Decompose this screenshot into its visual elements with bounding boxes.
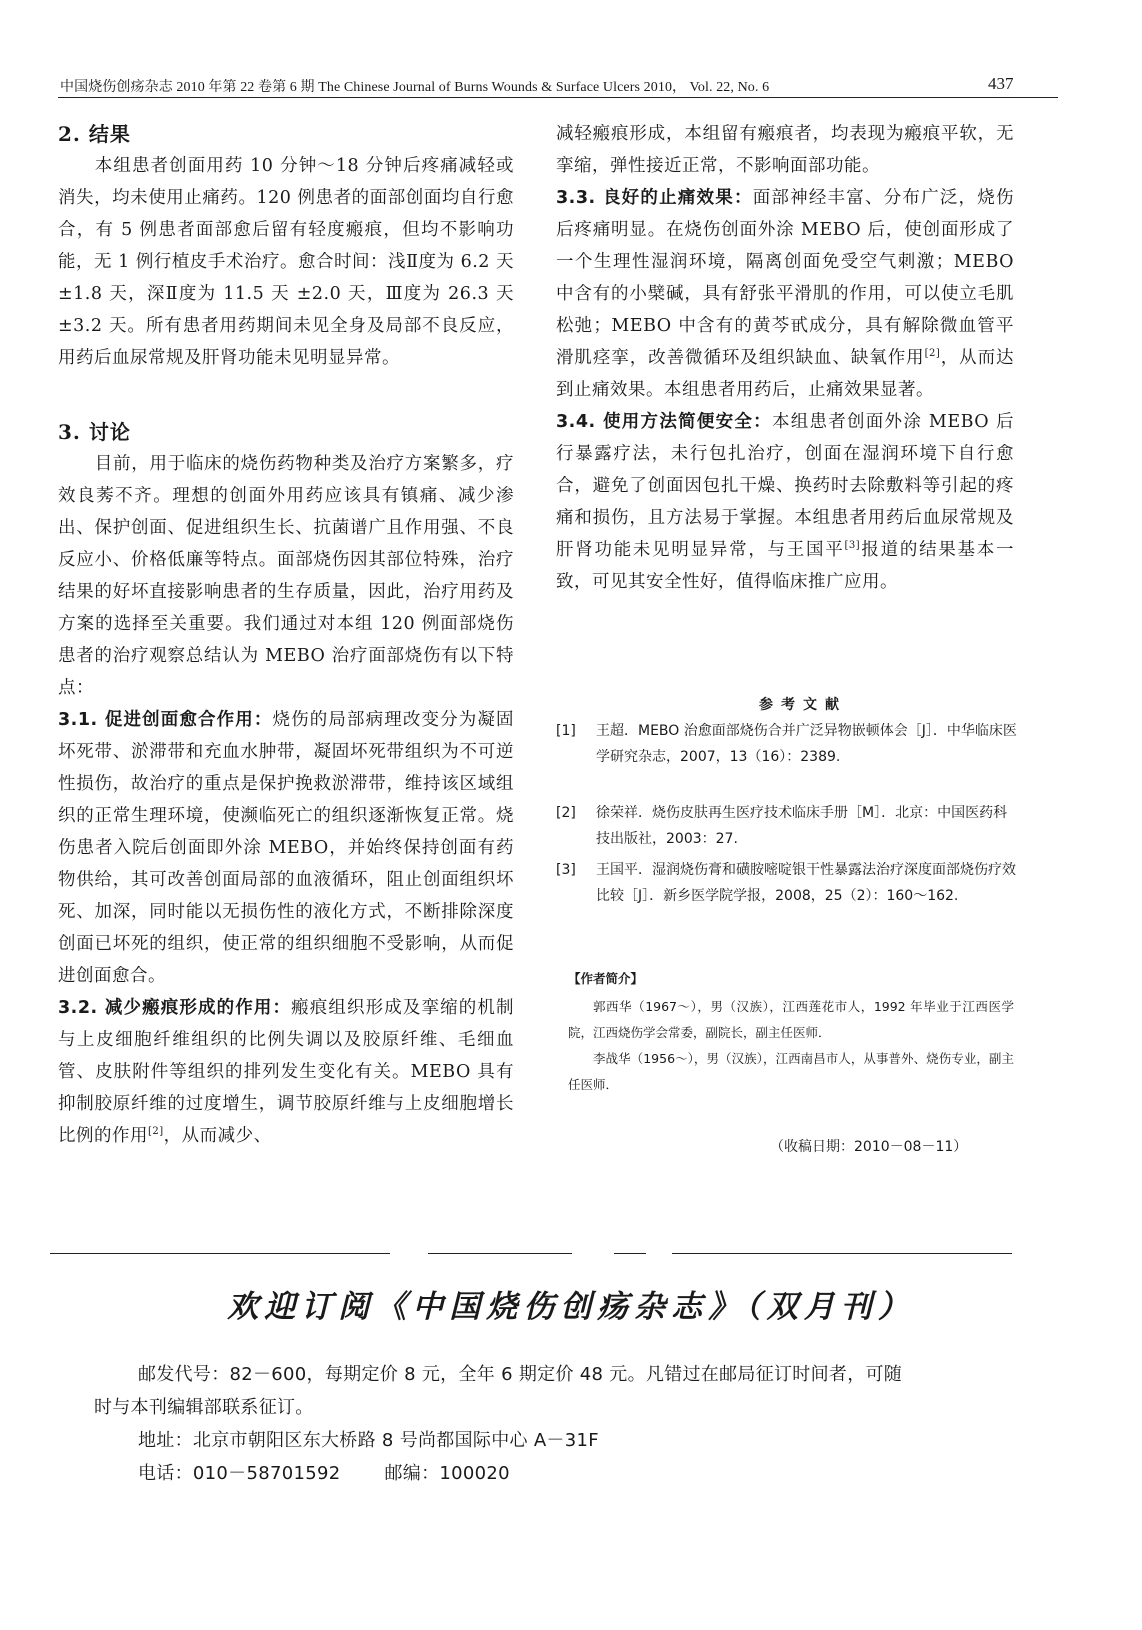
separator-line bbox=[614, 1253, 646, 1254]
subsection-3-1 bbox=[58, 704, 514, 992]
subsection-3-2-text: 瘢痕组织形成及挛缩的机制与上皮细胞纤维组织的比例失调以及胶原纤维、毛细血管、皮肤附件等组织的排列发生变化有关。MEBO 具有抑制胶原纤维的过度增生，调节胶原纤维与上皮细胞增长比例的作用 bbox=[58, 998, 514, 1146]
results-paragraph: 本组患者创面用药 10 分钟～18 分钟后疼痛减轻或消失，均未使用止痛药。120 例患者的面部创面均自行愈合，有 5 例患者面部愈后留有轻度瘢痕，但均不影响功能，无 1 例行植皮手术治疗。愈合时间：浅Ⅱ度为 6.2 天 ±1.8 天，深Ⅱ度为 11.5 天 ±2.0 天，Ⅲ度为 26.3 天 ±3.2 天。所有患者用药期间未见全身及局部不良反应，用药后血尿常规及肝肾功能未见明显异常。 bbox=[58, 156, 514, 368]
subsection-3-2 bbox=[58, 992, 514, 1152]
subsection-3-4-tail: 报道的结果基本一致，可见其安全性好，值得临床推广应用。 bbox=[556, 540, 1015, 592]
subsection-3-3-heading: 3.3. 良好的止痛效果： bbox=[556, 188, 753, 208]
running-header: 中国烧伤创疡杂志 2010 年第 22 卷第 6 期 The Chinese Journal of Burns Wounds & Surface Ulcers 2010， Vol. 22, No. 6 bbox=[60, 80, 770, 95]
right-column bbox=[556, 118, 1014, 598]
subsection-3-3-text: 面部神经丰富、分布广泛，烧伤后疼痛明显。在烧伤创面外涂 MEBO 后，使创面形成了一个生理性湿润环境，隔离创面免受空气刺激；MEBO 中含有的小檗碱，具有舒张平滑肌的作用，可以使立毛肌松弛；MEBO 中含有的黄芩甙成分，具有解除微血管平滑肌痉挛，改善微循环及组织缺血、缺氧作用 bbox=[556, 188, 1014, 368]
subsection-3-3-tail: ，从而达到止痛效果。本组患者用药后，止痛效果显著。 bbox=[556, 348, 1015, 400]
separator-line bbox=[428, 1253, 572, 1254]
author-bio-1: 郭西华（1967～），男（汉族），江西莲花市人，1992 年毕业于江西医学院，江西烧伤学会常委，副院长，副主任医师． bbox=[568, 999, 1014, 1040]
author-bio-2: 李战华（1956～），男（汉族），江西南昌市人，从事普外、烧伤专业，副主任医师． bbox=[568, 1051, 1014, 1092]
continued-paragraph: 减轻瘢痕形成，本组留有瘢痕者，均表现为瘢痕平软，无挛缩，弹性接近正常，不影响面部功能。 bbox=[556, 124, 1014, 176]
subsection-3-4-text: 本组患者创面外涂 MEBO 后行暴露疗法，未行包扎治疗，创面在湿润环境下自行愈合，避免了创面因包扎干燥、换药时去除敷料等引起的疼痛和损伤，且方法易于掌握。本组患者用药后血尿常规及肝肾功能未见明显异常，与王国平 bbox=[556, 412, 1014, 560]
author-heading: 【作者简介】 bbox=[568, 971, 644, 986]
subsection-3-1-text: 烧伤的局部病理改变分为凝固坏死带、淤滞带和充血水肿带，凝固坏死带组织为不可逆性损伤，故治疗的重点是保护挽救淤滞带，维持该区域组织的正常生理环境，使濒临死亡的组织逐渐恢复正常。烧伤患者入院后创面即外涂 MEBO，并始终保持创面有药物供给，其可改善创面局部的血液循环，阻止创面组织坏死、加深，同时能以无损伤性的液化方式，不断排除深度创面已坏死的组织，使正常的组织细胞不受影响，从而促进创面愈合。 bbox=[58, 710, 514, 986]
citation-ref: [2] bbox=[148, 1126, 164, 1138]
section-2-title: 2. 结果 bbox=[58, 122, 131, 146]
subscription-line-1: 邮发代号：82－600，每期定价 8 元，全年 6 期定价 48 元。凡错过在邮局征订时间者，可随 bbox=[138, 1364, 903, 1385]
subscription-title: 欢迎订阅《中国烧伤创疡杂志》（双月刊） bbox=[227, 1289, 915, 1325]
subscription-address: 地址：北京市朝阳区东大桥路 8 号尚都国际中心 A－31F bbox=[138, 1430, 599, 1451]
reference-text: 王超．MEBO 治愈面部烧伤合并广泛异物嵌顿体会［J］．中华临床医学研究杂志，2007，13（16）：2389. bbox=[596, 723, 1017, 765]
reference-text: 王国平．湿润烧伤膏和磺胺嘧啶银干性暴露法治疗深度面部烧伤疗效比较［J］．新乡医学院学报，2008，25（2）：160～162. bbox=[596, 862, 1016, 904]
reference-item bbox=[556, 800, 1018, 852]
discussion-intro: 目前，用于临床的烧伤药物种类及治疗方案繁多，疗效良莠不齐。理想的创面外用药应该具有镇痛、减少渗出、保护创面、促进组织生长、抗菌谱广且作用强、不良反应小、价格低廉等特点。面部烧伤因其部位特殊，治疗结果的好坏直接影响患者的生存质量，因此，治疗用药及方案的选择至关重要。我们通过对本组 120 例面部烧伤患者的治疗观察总结认为 MEBO 治疗面部烧伤有以下特点： bbox=[58, 454, 514, 698]
separator-line bbox=[672, 1253, 1012, 1254]
header-rule bbox=[58, 97, 1058, 98]
subsection-3-2-heading: 3.2. 减少瘢痕形成的作用： bbox=[58, 998, 292, 1018]
subsection-3-1-heading: 3.1. 促进创面愈合作用： bbox=[58, 710, 273, 730]
reference-number: [1] bbox=[556, 723, 576, 739]
subsection-3-2-tail: ，从而减少、 bbox=[163, 1126, 272, 1146]
citation-ref: [2] bbox=[924, 348, 941, 360]
author-bio bbox=[568, 994, 1014, 1098]
subscription-phone: 电话：010－58701592 bbox=[138, 1463, 341, 1484]
references-title: 参考文献 bbox=[759, 697, 847, 713]
reference-number: [2] bbox=[556, 805, 576, 821]
subscription-body bbox=[94, 1358, 1054, 1490]
reference-item bbox=[556, 718, 1018, 770]
subscription-contact bbox=[94, 1457, 1054, 1490]
subscription-postcode: 邮编：100020 bbox=[384, 1463, 510, 1484]
page-number: 437 bbox=[988, 74, 1014, 93]
reference-item bbox=[556, 857, 1018, 909]
subsection-3-4 bbox=[556, 406, 1014, 598]
subscription-line-2: 时与本刊编辑部联系征订。 bbox=[94, 1397, 314, 1418]
subsection-3-3 bbox=[556, 182, 1014, 406]
reference-text: 徐荣祥．烧伤皮肤再生医疗技术临床手册［M］．北京：中国医药科技出版社，2003：27. bbox=[596, 805, 1008, 847]
subsection-3-4-heading: 3.4. 使用方法简便安全： bbox=[556, 412, 772, 432]
reference-number: [3] bbox=[556, 862, 576, 878]
received-date: （收稿日期：2010－08－11） bbox=[770, 1139, 968, 1155]
citation-ref: [3] bbox=[844, 540, 861, 552]
left-column bbox=[58, 118, 514, 1152]
section-3-title: 3. 讨论 bbox=[58, 420, 131, 444]
separator-line bbox=[50, 1253, 390, 1254]
